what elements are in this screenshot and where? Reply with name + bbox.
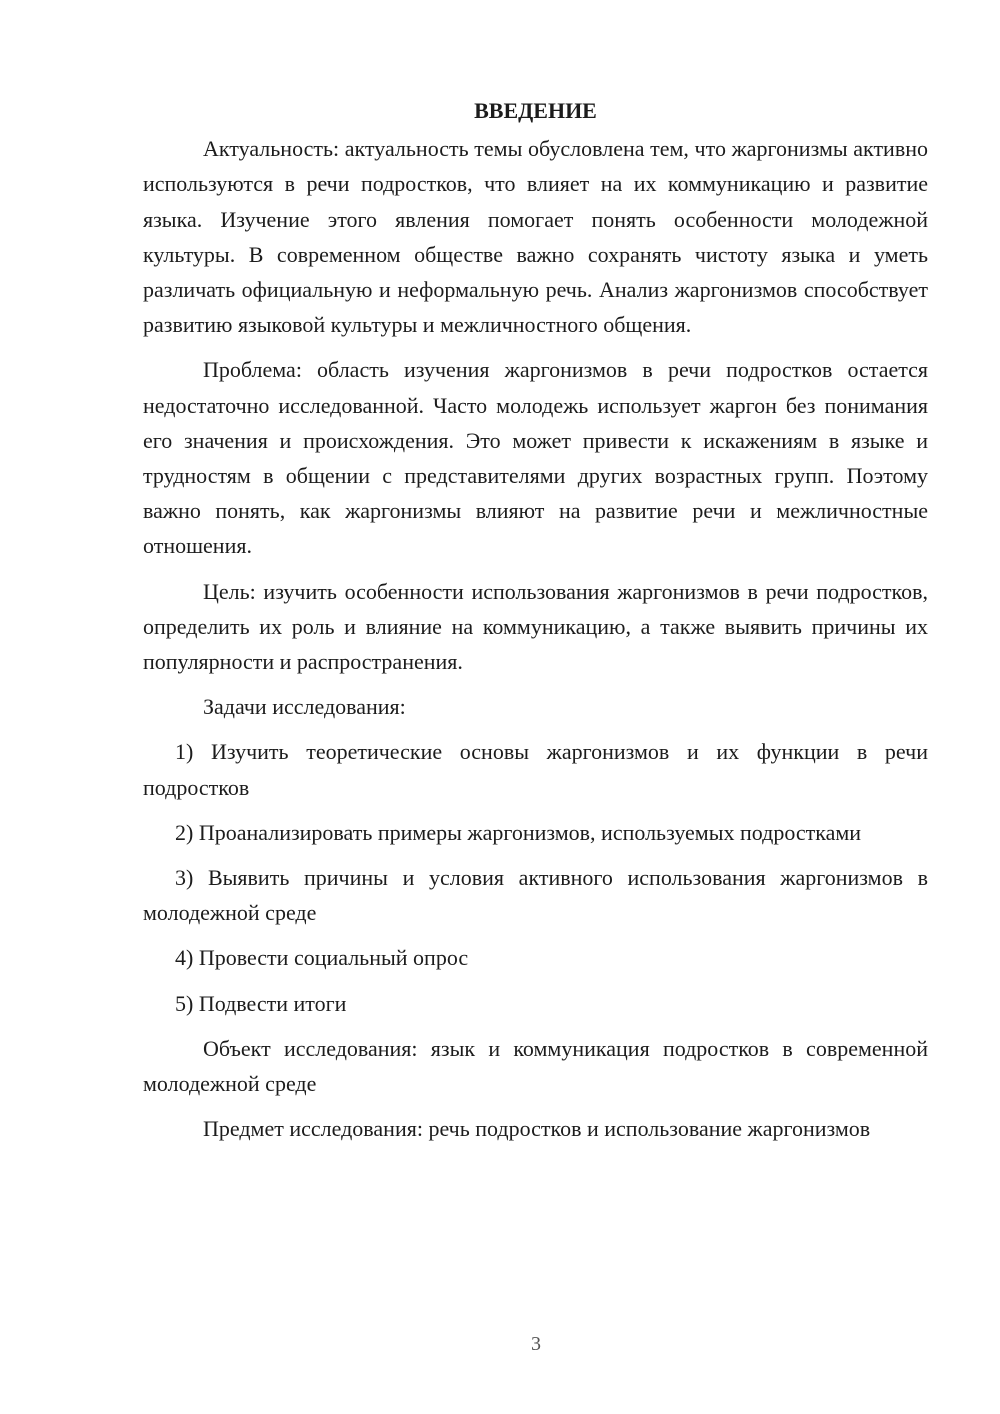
problem-paragraph: Проблема: область изучения жаргонизмов в речи подростков остается недостаточно исследованной. Часто молодежь использует жаргон без понимания его значения и происхождения. Это может привести к искажениям в языке и трудностям в общении с представителями других возрастных групп. Поэтому важно понять, как жаргонизмы влияют на развитие речи и межличностные отношения. <box>143 357 928 559</box>
object-paragraph: Объект исследования: язык и коммуникация подростков в современной молодежной среде <box>143 1035 928 1097</box>
task-item-4: 4) Провести социальный опрос <box>175 945 469 971</box>
goal-paragraph: Цель: изучить особенности использования жаргонизмов в речи подростков, определить их роль и влияние на коммуникацию, а также выявить причины их популярности и распространения. <box>143 578 928 675</box>
page-content <box>143 93 928 1156</box>
task-item-2: 2) Проанализировать примеры жаргонизмов, используемых подростками <box>175 819 862 845</box>
tasks-heading: Задачи исследования: <box>203 694 406 720</box>
task-item-1: 1) Изучить теоретические основы жаргонизмов и их функции в речи подростков <box>143 739 928 800</box>
task-item-5: 5) Подвести итоги <box>175 990 347 1016</box>
task-item-3: 3) Выявить причины и условия активного использования жаргонизмов в молодежной среде <box>143 865 928 926</box>
subject-paragraph: Предмет исследования: речь подростков и использование жаргонизмов <box>203 1116 871 1142</box>
page-title: ВВЕДЕНИЕ <box>474 98 597 123</box>
relevance-paragraph: Актуальность: актуальность темы обусловлена тем, что жаргонизмы активно используются в речи подростков, что влияет на их коммуникацию и развитие языка. Изучение этого явления помогает понять особенности молодежной культуры. В современном обществе важно сохранять чистоту языка и уметь различать официальную и неформальную речь. Анализ жаргонизмов способствует развитию языковой культуры и межличностного общения. <box>143 136 928 338</box>
page-number: 3 <box>531 1333 541 1355</box>
